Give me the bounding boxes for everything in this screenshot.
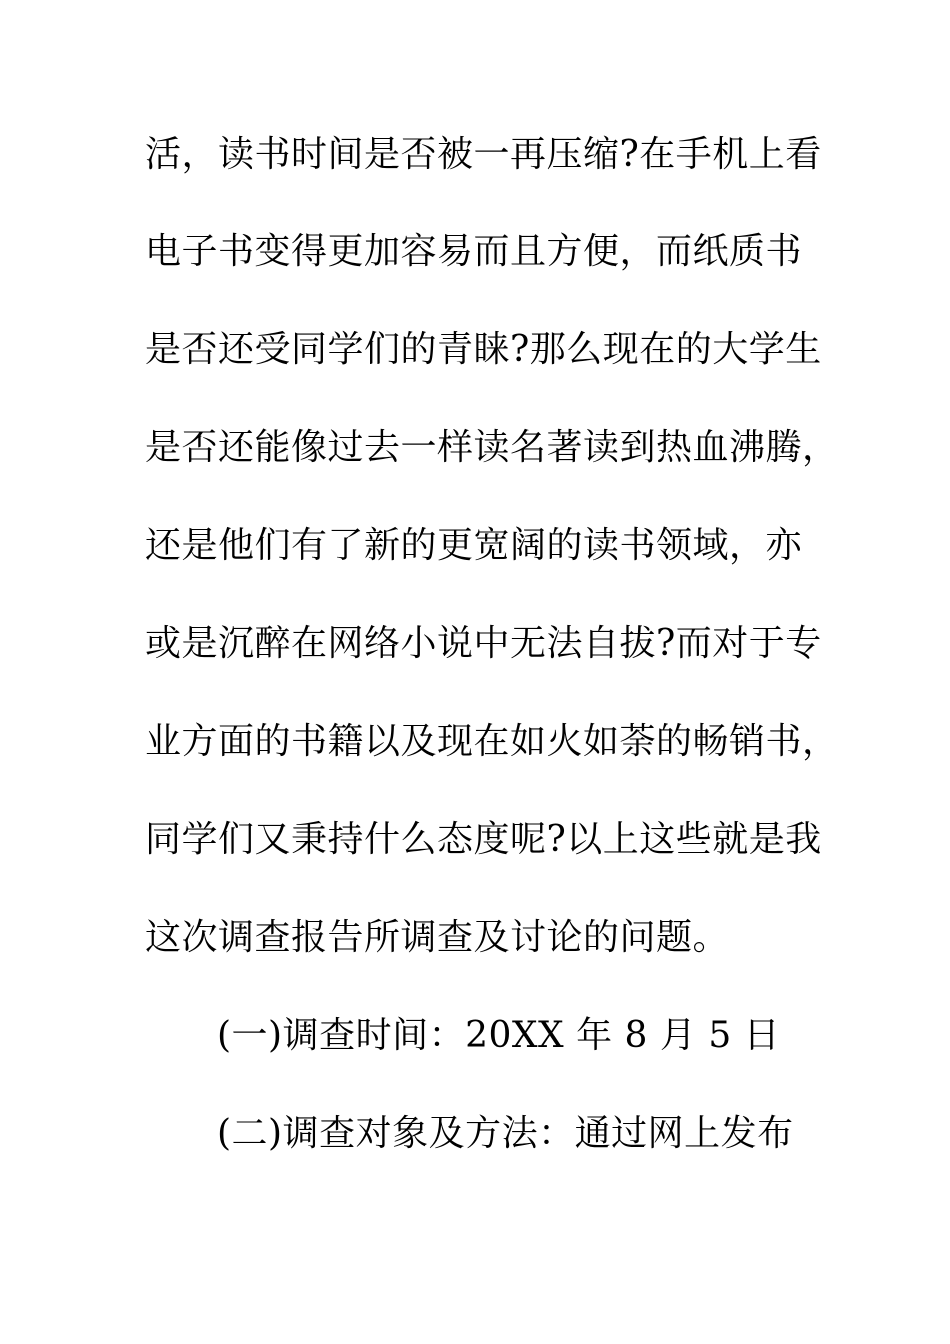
section-heading-survey-time: (一)调查时间：20XX 年 8 月 5 日 [217, 1015, 781, 1056]
paragraph-line-8: 同学们又秉持什么态度呢?以上这些就是我 [145, 819, 822, 860]
paragraph-line-1: 活，读书时间是否被一再压缩?在手机上看 [145, 134, 822, 175]
paragraph-line-6: 或是沉醉在网络小说中无法自拔?而对于专 [145, 623, 822, 664]
paragraph-line-3: 是否还受同学们的青睐?那么现在的大学生 [145, 329, 822, 370]
paragraph-line-5: 还是他们有了新的更宽阔的读书领域，亦 [145, 525, 803, 566]
section-heading-survey-method: (二)调查对象及方法：通过网上发布 [217, 1113, 794, 1154]
paragraph-line-7: 业方面的书籍以及现在如火如荼的畅销书， [145, 721, 839, 762]
paragraph-line-9: 这次调查报告所调查及讨论的问题。 [145, 917, 730, 958]
paragraph-line-4: 是否还能像过去一样读名著读到热血沸腾， [145, 427, 839, 468]
paragraph-line-2: 电子书变得更加容易而且方便，而纸质书 [145, 231, 803, 272]
